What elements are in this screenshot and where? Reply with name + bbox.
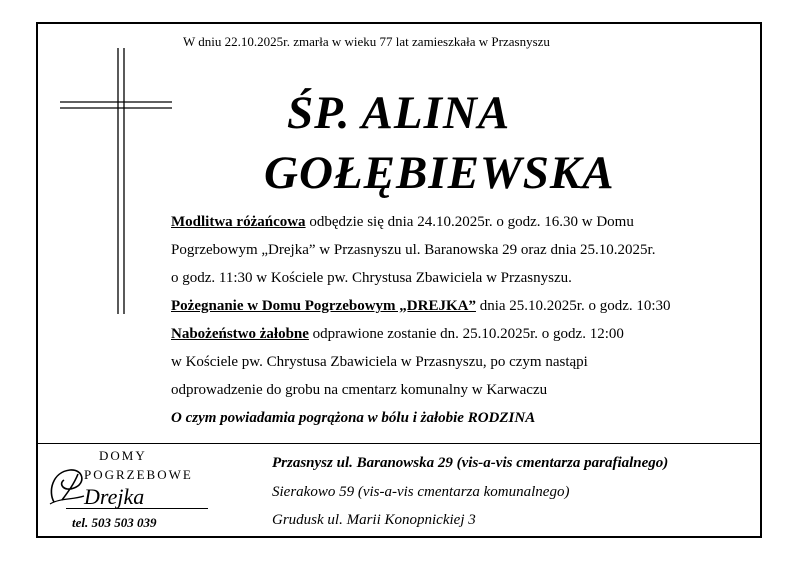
farewell-heading: Pożegnanie w Domu Pogrzebowym „DREJKA” xyxy=(171,298,476,314)
body-line-7: odprowadzenie do grobu na cmentarz komunalny w Karwaczu xyxy=(171,382,548,398)
logo-pogrzebowe: POGRZEBOWE xyxy=(84,467,193,482)
body-line-4 xyxy=(171,298,671,315)
rosary-heading: Modlitwa różańcowa xyxy=(171,214,306,230)
logo-domy: DOMY xyxy=(99,448,147,463)
body-line-6: w Kościele pw. Chrystusa Zbawiciela w Przasnyszu, po czym nastąpi xyxy=(171,354,588,370)
body-line-1 xyxy=(171,214,634,231)
intro-text: W dniu 22.10.2025r. zmarła w wieku 77 lat zamieszkała w Przasnyszu xyxy=(183,34,550,49)
phone-number: tel. 503 503 039 xyxy=(72,515,157,530)
body-line-3: o godz. 11:30 w Kościele pw. Chrystusa Zbawiciela w Przasnyszu. xyxy=(171,270,572,286)
name-first: ŚP. ALINA xyxy=(287,87,511,139)
body-line-2: Pogrzebowym „Drejka” w Przasnyszu ul. Baranowska 29 oraz dnia 25.10.2025r. xyxy=(171,242,656,258)
closing-line: O czym powiadamia pogrążona w bólu i żałobie RODZINA xyxy=(171,410,536,426)
footer-divider xyxy=(38,443,762,444)
logo-underline xyxy=(66,508,208,509)
mass-text: odprawione zostanie dn. 25.10.2025r. o godz. 12:00 xyxy=(308,326,624,342)
address-grudusk: Grudusk ul. Marii Konopnickiej 3 xyxy=(272,512,476,528)
address-main: Przasnysz ul. Baranowska 29 (vis-a-vis cmentarza parafialnego) xyxy=(272,455,669,471)
cross-icon xyxy=(56,44,176,316)
mass-heading: Nabożeństwo żałobne xyxy=(171,326,309,342)
name-last: GOŁĘBIEWSKA xyxy=(264,147,615,199)
farewell-text: dnia 25.10.2025r. o godz. 10:30 xyxy=(475,298,671,314)
logo-name: Drejka xyxy=(84,484,145,509)
address-sierakowo: Sierakowo 59 (vis-a-vis cmentarza komunalnego) xyxy=(272,484,570,500)
rosary-text: odbędzie się dnia 24.10.2025r. o godz. 16.30 w Domu xyxy=(305,214,634,230)
body-line-5 xyxy=(171,326,624,343)
